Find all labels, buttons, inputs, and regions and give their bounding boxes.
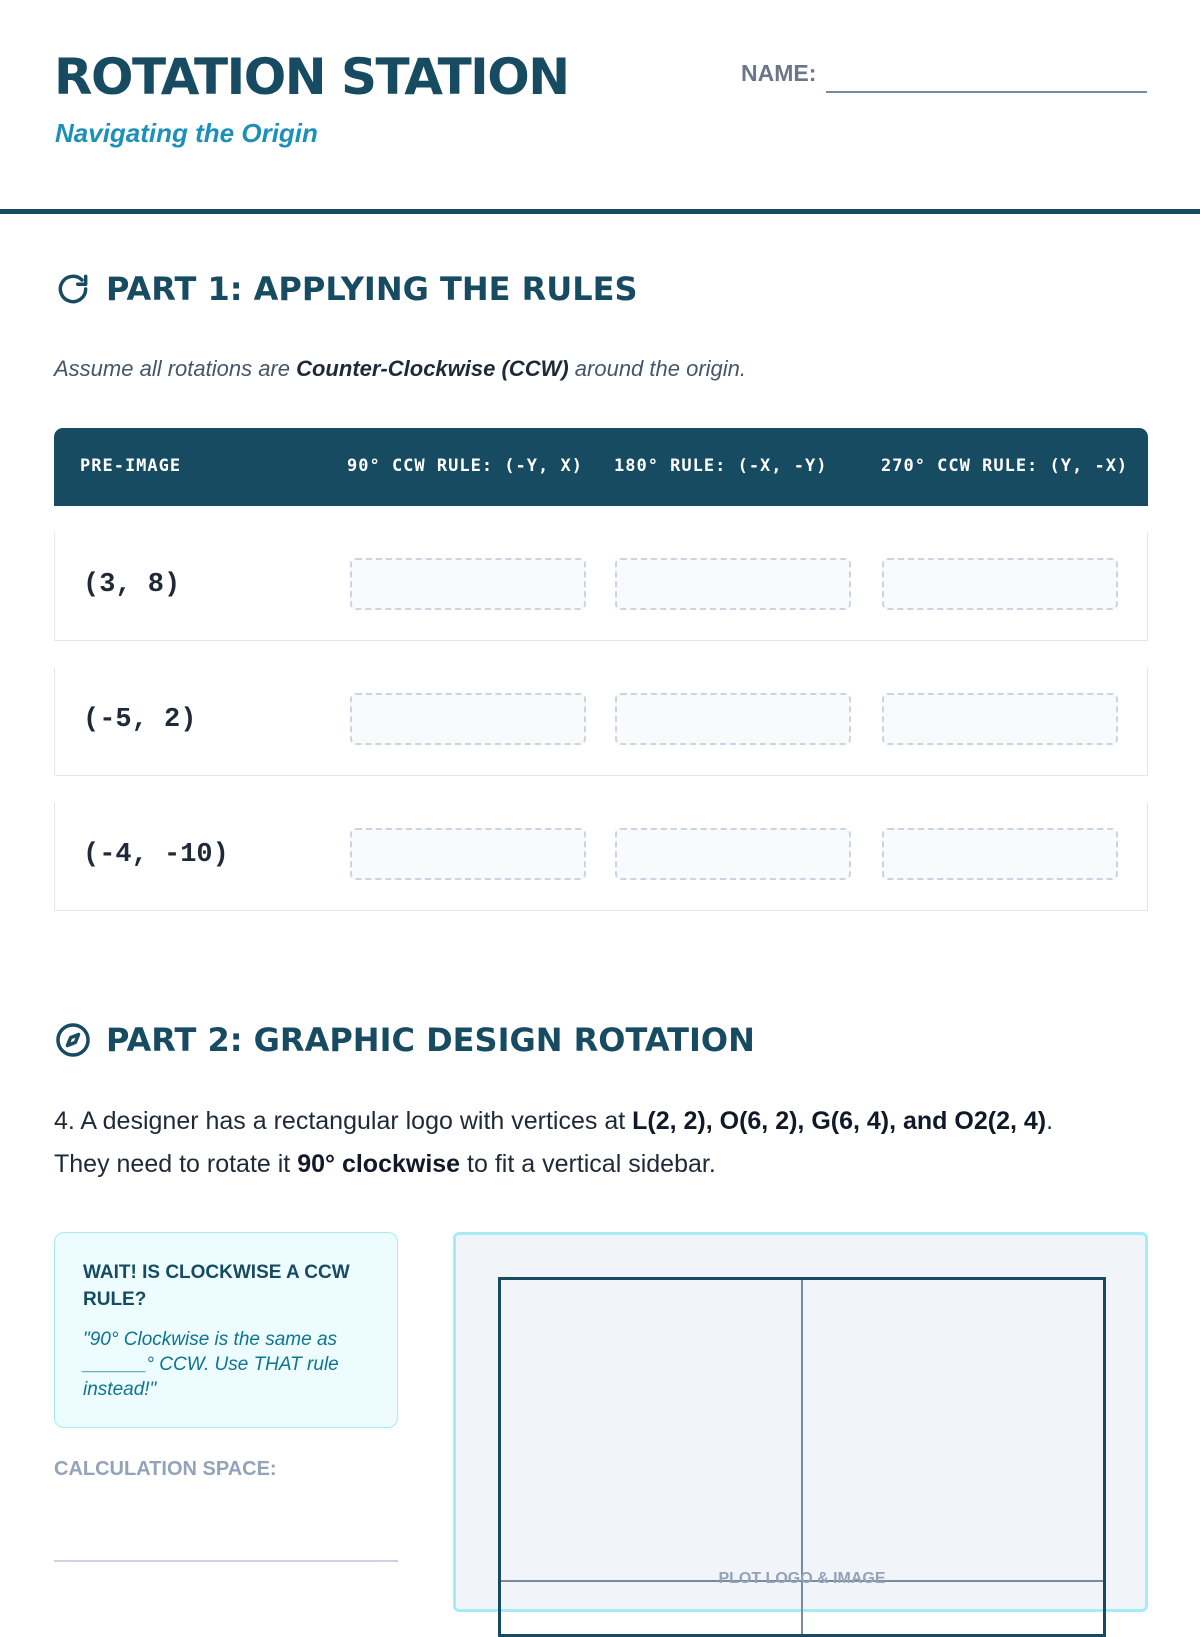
pre-image-value: (-4, -10) <box>83 840 229 870</box>
table-row <box>54 532 1148 641</box>
rotate-cw-icon <box>54 270 92 308</box>
column-header-270-ccw: 270° CCW RULE: (Y, -X) <box>881 456 1129 476</box>
table-row <box>54 667 1148 776</box>
part1-header <box>54 270 638 308</box>
table-header <box>54 428 1148 506</box>
problem-4-text: 4. A designer has a rectangular logo with vertices at L(2, 2), O(6, 2), G(6, 4), and O2(2, 4). They need to rotate it 90° clockwise to fit a vertical sidebar. <box>54 1107 1054 1178</box>
answer-box-180[interactable] <box>615 693 851 745</box>
answer-box-180[interactable] <box>615 828 851 880</box>
answer-box-270-ccw[interactable] <box>882 828 1118 880</box>
column-header-pre-image: PRE-IMAGE <box>80 456 182 476</box>
coordinate-grid[interactable] <box>498 1277 1106 1637</box>
column-header-90-ccw: 90° CCW RULE: (-Y, X) <box>347 456 583 476</box>
column-header-180: 180° RULE: (-X, -Y) <box>614 456 828 476</box>
worksheet-header <box>0 0 1200 214</box>
graph-panel <box>453 1232 1148 1612</box>
table-row <box>54 802 1148 911</box>
part2-title: PART 2: GRAPHIC DESIGN ROTATION <box>106 1021 755 1059</box>
answer-box-270-ccw[interactable] <box>882 693 1118 745</box>
part1-title: PART 1: APPLYING THE RULES <box>106 270 638 308</box>
pre-image-value: (3, 8) <box>83 570 181 600</box>
answer-box-90-ccw[interactable] <box>350 693 586 745</box>
compass-icon <box>54 1021 92 1059</box>
page-title: ROTATION STATION <box>54 48 569 106</box>
plot-label: PLOT LOGO & IMAGE <box>718 1570 886 1587</box>
answer-box-270-ccw[interactable] <box>882 558 1118 610</box>
hint-box <box>54 1232 398 1428</box>
answer-box-90-ccw[interactable] <box>350 828 586 880</box>
pre-image-value: (-5, 2) <box>83 705 197 735</box>
answer-box-90-ccw[interactable] <box>350 558 586 610</box>
hint-title: WAIT! IS CLOCKWISE A CCW RULE? <box>83 1262 350 1310</box>
hint-text: "90° Clockwise is the same as ______° CCW. Use THAT rule instead!" <box>83 1329 339 1400</box>
calculation-space-label: CALCULATION SPACE: <box>54 1458 277 1480</box>
rotation-note: Assume all rotations are Counter-Clockwise (CCW) around the origin. <box>54 356 747 381</box>
name-label: NAME: <box>741 60 817 86</box>
calculation-space-line[interactable] <box>54 1560 398 1562</box>
page-subtitle: Navigating the Origin <box>55 118 318 148</box>
part2-header <box>54 1021 755 1059</box>
name-field[interactable] <box>826 91 1147 93</box>
answer-box-180[interactable] <box>615 558 851 610</box>
